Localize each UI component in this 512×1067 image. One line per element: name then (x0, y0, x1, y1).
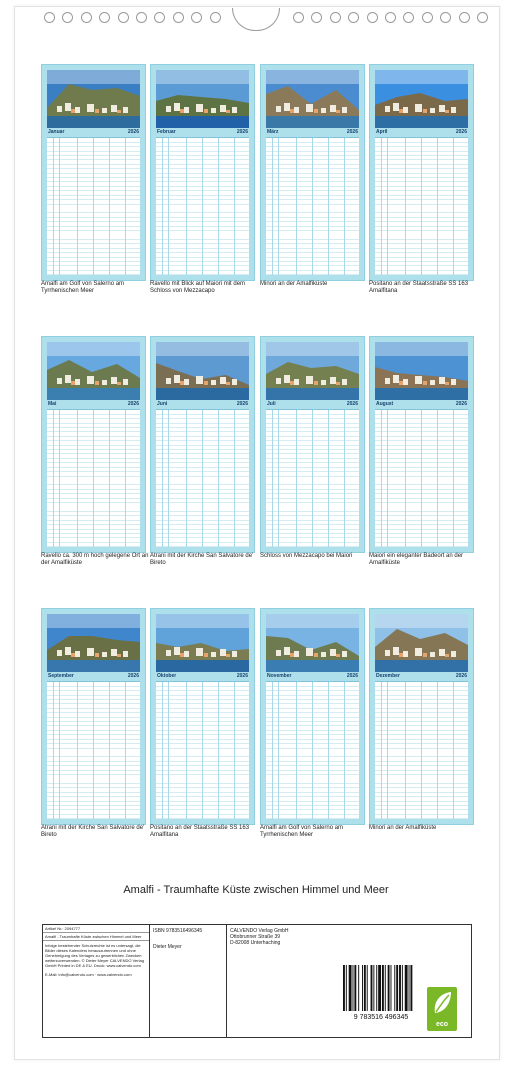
month-header (375, 129, 468, 136)
month-year: 2026 (236, 129, 248, 135)
binding-hole (385, 12, 396, 23)
photo-caption: Atrani mit der Kirche San Salvatore de' Bireto (150, 553, 254, 566)
month-header (266, 401, 359, 408)
month-photo (47, 70, 140, 128)
barcode (339, 963, 423, 1021)
month-card-märz (260, 64, 365, 281)
month-photo (47, 342, 140, 400)
barcode-bar (410, 965, 412, 1011)
month-photo (266, 70, 359, 128)
month-header (156, 673, 249, 680)
binding-hole (477, 12, 488, 23)
month-card-juli (260, 336, 365, 553)
binding-hole (311, 12, 322, 23)
publisher-city: D-82008 Unterhaching (230, 940, 281, 946)
barcode-bar (343, 965, 345, 1011)
month-name: Februar (157, 129, 176, 135)
eco-label: eco (435, 1021, 449, 1028)
binding-hole (62, 12, 73, 23)
month-name: Dezember (376, 673, 400, 679)
binding-hole (210, 12, 221, 23)
barcode-bar (402, 965, 403, 1011)
barcode-bar (358, 965, 359, 1011)
month-photo (156, 342, 249, 400)
imprint-left-column (43, 925, 150, 1037)
month-header (266, 673, 359, 680)
month-photo (47, 614, 140, 672)
barcode-digits: 9 783516 496345 (353, 1014, 409, 1021)
photo-caption: Positano an der Staatsstraße SS 163 Amalfitana (369, 281, 469, 294)
photo-caption: Minori an der Amalfiküste (260, 281, 328, 287)
barcode-bar (364, 965, 366, 1011)
month-card-november (260, 608, 365, 825)
month-year: 2026 (127, 673, 139, 679)
barcode-bar (396, 965, 398, 1011)
article-number: Artikel Nr.: 2094777 (43, 925, 149, 933)
barcode-bar (399, 965, 401, 1011)
binding-hole (191, 12, 202, 23)
month-name: Januar (48, 129, 65, 135)
day-grid (375, 409, 468, 547)
photo-caption: Amalfi am Golf von Salerno am Tyrrhenischen Meer (41, 281, 125, 294)
barcode-bar (391, 965, 392, 1011)
day-grid (156, 681, 249, 819)
barcode-bar (394, 965, 395, 1011)
month-card-februar (150, 64, 255, 281)
binding-hole (173, 12, 184, 23)
month-card-dezember (369, 608, 474, 825)
barcode-bar (382, 965, 384, 1011)
photo-caption: Ravello ca. 300 m hoch gelegene Ort an der Amalfiküste (41, 553, 149, 566)
month-year: 2026 (455, 673, 467, 679)
month-name: März (267, 129, 279, 135)
photo-caption: Maiori ein eleganter Badeort an der Amalfiküste (369, 553, 464, 566)
day-grid (375, 681, 468, 819)
binding-hole (348, 12, 359, 23)
month-photo (375, 70, 468, 128)
binding-hole (136, 12, 147, 23)
binding-hole (403, 12, 414, 23)
photo-caption: Positano an der Staatsstraße SS 163 Amalfitana (150, 825, 250, 838)
month-header (375, 401, 468, 408)
eco-badge (427, 987, 457, 1031)
day-grid (156, 409, 249, 547)
month-photo (156, 614, 249, 672)
month-name: Mai (48, 401, 57, 407)
barcode-bar (388, 965, 390, 1011)
binding-hole (293, 12, 304, 23)
month-year: 2026 (346, 673, 358, 679)
month-photo (266, 614, 359, 672)
day-grid (266, 137, 359, 275)
day-grid (47, 137, 140, 275)
month-card-april (369, 64, 474, 281)
calendar-title: Amalfi - Traumhafte Küste zwischen Himmel und Meer (123, 884, 389, 896)
month-year: 2026 (127, 129, 139, 135)
month-name: April (376, 129, 388, 135)
month-year: 2026 (346, 401, 358, 407)
barcode-bar (371, 965, 373, 1011)
day-grid (156, 137, 249, 275)
month-card-januar (41, 64, 146, 281)
month-header (47, 673, 140, 680)
day-grid (266, 681, 359, 819)
barcode-bar (367, 965, 368, 1011)
month-header (47, 401, 140, 408)
day-grid (266, 409, 359, 547)
month-card-juni (150, 336, 255, 553)
publisher-street: Ottobrunner Straße 39 (230, 934, 281, 940)
photo-caption: Minori an der Amalfiküste (369, 825, 437, 831)
month-year: 2026 (346, 129, 358, 135)
month-header (156, 129, 249, 136)
barcode-bar (409, 965, 410, 1011)
month-name: Juni (157, 401, 168, 407)
month-year: 2026 (455, 401, 467, 407)
barcode-bar (354, 965, 356, 1011)
binding-hole (44, 12, 55, 23)
author: Dieter Meyer (153, 944, 182, 950)
month-year: 2026 (455, 129, 467, 135)
barcode-bar (362, 965, 363, 1011)
month-header (375, 673, 468, 680)
photo-caption: Ravello mit Blick auf Maiori mit dem Schloss von Mezzacapo (150, 281, 246, 294)
month-name: Oktober (157, 673, 177, 679)
month-header (156, 401, 249, 408)
month-photo (375, 342, 468, 400)
month-photo (156, 70, 249, 128)
barcode-bar (373, 965, 374, 1011)
binding-hole (330, 12, 341, 23)
barcode-bar (378, 965, 381, 1011)
barcode-bar (376, 965, 377, 1011)
binding-hole (118, 12, 129, 23)
month-name: November (267, 673, 292, 679)
day-grid (47, 409, 140, 547)
binding-hole (422, 12, 433, 23)
isbn: ISBN 9783516496345 (153, 928, 203, 934)
barcode-bar (405, 965, 408, 1011)
day-grid (47, 681, 140, 819)
publisher-name: CALVENDO Verlag GmbH (230, 928, 289, 934)
imprint-box (42, 924, 472, 1038)
month-card-mai (41, 336, 146, 553)
month-year: 2026 (236, 401, 248, 407)
month-card-oktober (150, 608, 255, 825)
binding-hole (459, 12, 470, 23)
binding-hole (367, 12, 378, 23)
short-title: Amalfi - Traumhafte Küste zwischen Himmel und Meer (43, 933, 149, 941)
month-photo (375, 614, 468, 672)
leaf-icon (427, 987, 457, 1019)
binding-hole (154, 12, 165, 23)
month-year: 2026 (236, 673, 248, 679)
photo-caption: Schloss von Mezzacapo bei Maiori (260, 553, 353, 559)
barcode-bar (353, 965, 354, 1011)
binding-hole (81, 12, 92, 23)
month-year: 2026 (127, 401, 139, 407)
contact-line: E-Mail: info@calvendo.com · www.calvendo.com (45, 972, 132, 977)
photo-caption: Atrani mit der Kirche San Salvatore de' Bireto (41, 825, 145, 838)
month-card-august (369, 336, 474, 553)
month-name: Juli (267, 401, 276, 407)
barcode-bar (346, 965, 347, 1011)
legal-notice: Infolge bestehender Schutzrechte ist es untersagt, die Bilder dieses Kalenders herauszutrennen und ohne Genehmigung des Verlages zu gewerblichen Zwecken weiterzuverwenden. © Dieter Meyer CALVENDO Verlag GmbH Printed in DE & EU. Druck: www.calvendo.com (45, 943, 144, 968)
month-name: August (376, 401, 394, 407)
photo-caption: Amalfi am Golf von Salerno am Tyrrhenischen Meer (260, 825, 344, 838)
imprint-middle-column (150, 925, 227, 1037)
binding-hole (440, 12, 451, 23)
binding-hole (99, 12, 110, 23)
month-header (47, 129, 140, 136)
day-grid (375, 137, 468, 275)
month-name: September (48, 673, 74, 679)
barcode-bar (349, 965, 352, 1011)
month-header (266, 129, 359, 136)
month-card-september (41, 608, 146, 825)
month-photo (266, 342, 359, 400)
barcode-bar (385, 965, 386, 1011)
